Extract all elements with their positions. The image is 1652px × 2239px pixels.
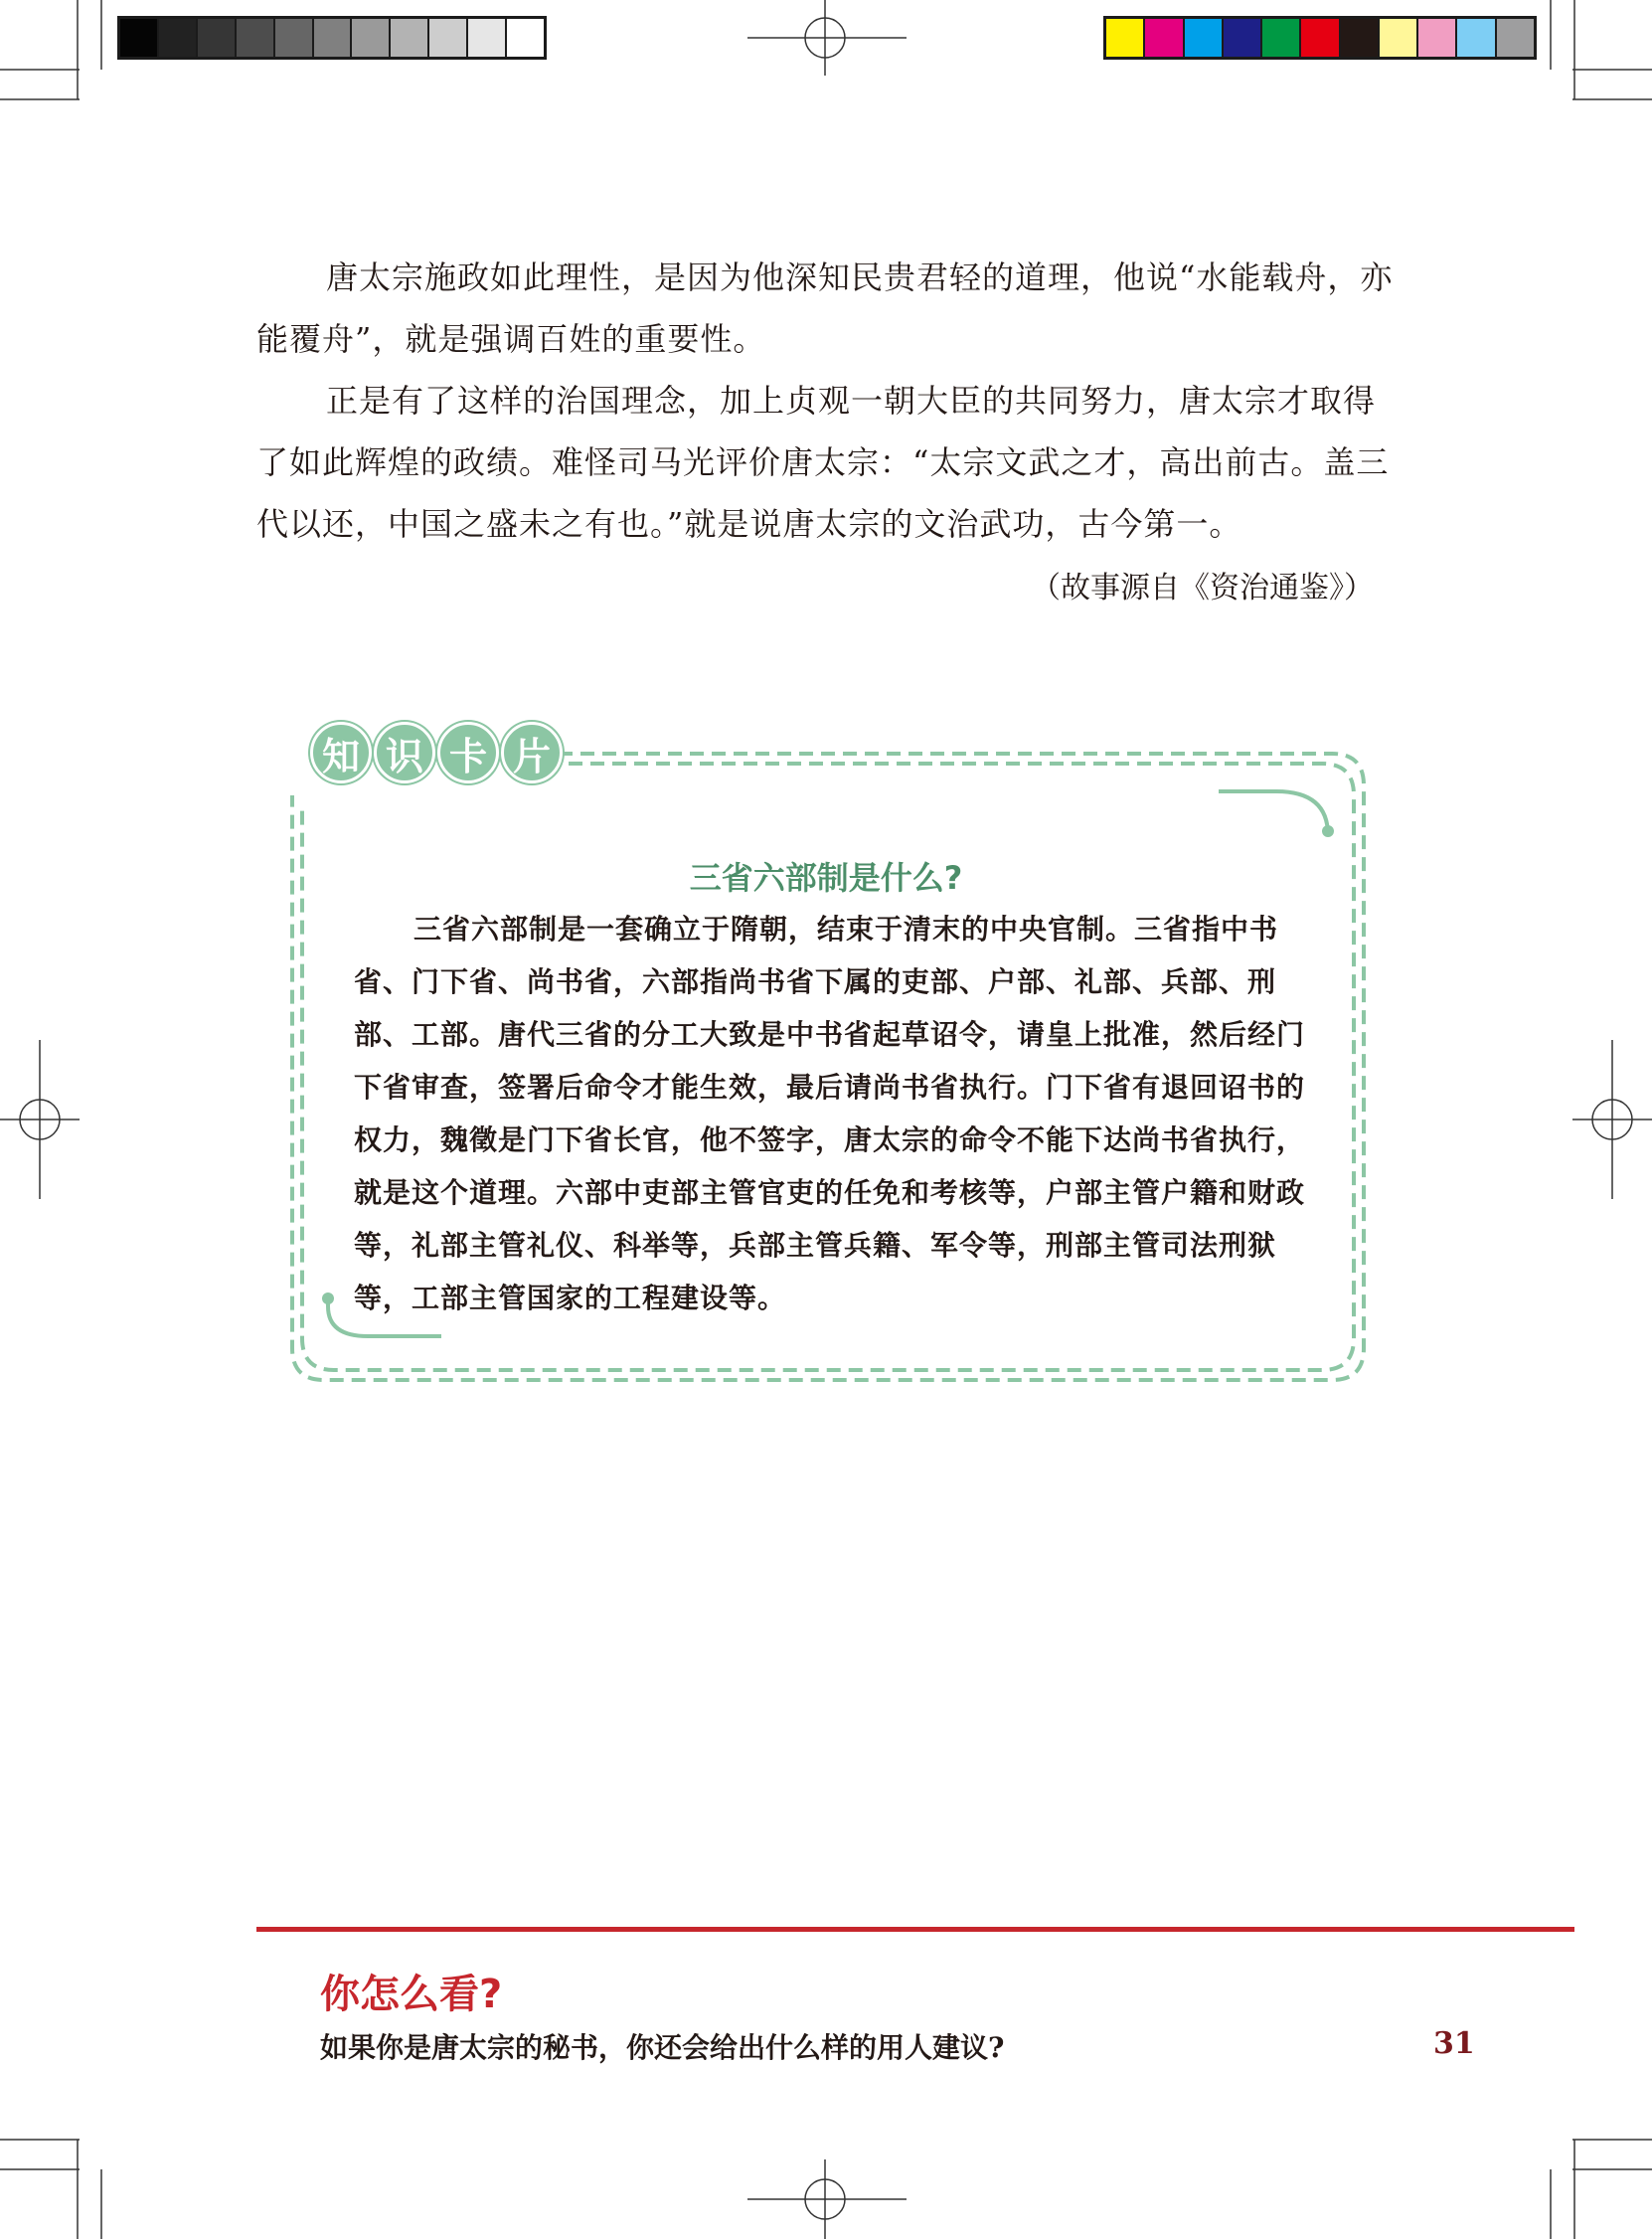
color-swatch [1339, 19, 1378, 57]
color-swatch [1143, 19, 1182, 57]
color-swatch [312, 19, 351, 57]
color-swatch [1106, 19, 1143, 57]
page-number: 31 [1433, 2026, 1475, 2061]
color-swatch [1183, 19, 1222, 57]
color-swatch [1495, 19, 1534, 57]
color-swatch [1455, 19, 1494, 57]
card-paragraph: 三省六部制是一套确立于隋朝，结束于清末的中央官制。三省指中书省、门下省、尚书省，六部指尚书省下属的吏部、户部、礼部、兵部、刑部、工部。唐代三省的分工大致是中书省起草诏令，请皇上批准，然后经门下省审查，签署后命令才能生效，最后请尚书省执行。门下省有退回诏书的权力，魏徵是门下省长官，他不签字，唐太宗的命令不能下达尚书省执行，就是这个道理。六部中吏部主管官吏的任免和考核等，户部主管户籍和财政等，礼部主管礼仪、科举等，兵部主管兵籍、军令等，刑部主管司法刑狱等，工部主管国家的工程建设等。 [354, 913, 1306, 1314]
color-swatch [1222, 19, 1260, 57]
color-swatch [1260, 19, 1299, 57]
color-swatch [505, 19, 544, 57]
body-paragraph-2: 正是有了这样的治国理念，加上贞观一朝大臣的共同努力，唐太宗才取得了如此辉煌的政绩。难怪司马光评价唐太宗：“太宗文武之才，高出前古。盖三代以还，中国之盛未之有也。”就是说唐太宗的文治武功，古今第一。 [256, 382, 1390, 543]
knowledge-card-title [310, 722, 563, 783]
color-swatch [427, 19, 466, 57]
card-title-char: 卡 [437, 722, 499, 783]
color-swatch [389, 19, 427, 57]
question-heading: 你怎么看? [320, 1972, 503, 2017]
color-swatch [157, 19, 196, 57]
story-text [256, 247, 1398, 555]
color-swatch [350, 19, 389, 57]
color-swatch [273, 19, 312, 57]
color-swatch [1299, 19, 1338, 57]
color-swatch [1378, 19, 1416, 57]
color-swatch [1416, 19, 1455, 57]
color-swatch [196, 19, 235, 57]
card-title-char: 识 [374, 722, 435, 783]
card-title-char: 片 [501, 722, 563, 783]
story-source: （故事源自《资治通鉴》） [1031, 571, 1374, 605]
color-swatch [120, 19, 157, 57]
card-heading: 三省六部制是什么? [689, 859, 963, 897]
process-color-bar [1103, 16, 1537, 60]
body-paragraph-1: 唐太宗施政如此理性，是因为他深知民贵君轻的道理，他说“水能载舟，亦能覆舟”，就是强调百姓的重要性。 [256, 258, 1394, 358]
card-title-char: 知 [310, 722, 372, 783]
grayscale-color-bar [117, 16, 547, 60]
color-swatch [466, 19, 505, 57]
card-text [354, 903, 1310, 1324]
question-text: 如果你是唐太宗的秘书，你还会给出什么样的用人建议? [320, 2031, 1005, 2064]
section-divider [256, 1927, 1574, 1932]
color-swatch [235, 19, 273, 57]
